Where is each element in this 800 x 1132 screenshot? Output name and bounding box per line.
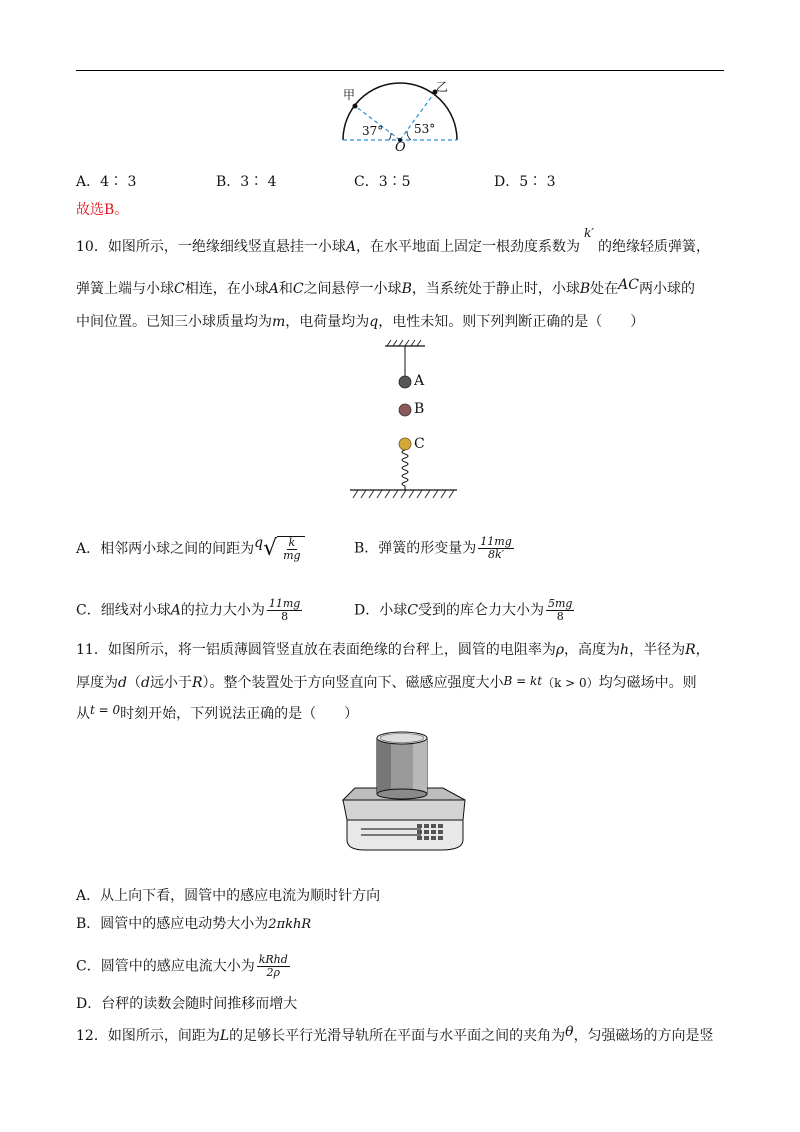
ball-a-label: A bbox=[414, 373, 425, 389]
angle-right-label: 53° bbox=[414, 122, 436, 136]
q11-line3: 从t = 0时刻开始，下列说法正确的是（ ） bbox=[76, 703, 359, 722]
header-rule bbox=[76, 70, 724, 71]
q11-option-c: C．圆管中的感应电流大小为 $\frac{\text{kRhd}}{2\rho}$ bbox=[76, 953, 288, 979]
spring-balls-figure bbox=[345, 338, 465, 500]
scale-cylinder-figure bbox=[325, 728, 475, 858]
label-yi: 乙 bbox=[436, 80, 449, 94]
q9-option-d: D．5∶ 3 bbox=[494, 174, 556, 190]
q11-option-b: B．圆管中的感应电动势大小为2πkhR bbox=[76, 916, 312, 932]
q9-option-b: B．3∶ 4 bbox=[216, 174, 277, 190]
q10-line1: 10．如图所示，一绝缘细线竖直悬挂一小球A，在水平地面上固定一根劲度系数为k′的绝缘轻质弹簧， bbox=[76, 226, 710, 255]
q11-option-a: A．从上向下看，圆管中的感应电流为顺时针方向 bbox=[76, 888, 381, 904]
q10-option-a: A．相邻两小球之间的间距为q √ $\frac{k}{mg}$ bbox=[76, 536, 305, 562]
q11-option-d: D．台秤的读数会随时间推移而增大 bbox=[76, 996, 298, 1012]
q12-line1: 12．如图所示，间距为L的足够长平行光滑导轨所在平面与水平面之间的夹角为θ，匀强磁场的方向是竖 bbox=[76, 1024, 714, 1044]
q9-option-c: C．3∶5 bbox=[354, 174, 411, 190]
q10-option-c: C．细线对小球A的拉力大小为 $\frac{11mg}{8}$ bbox=[76, 597, 301, 623]
label-o: O bbox=[395, 140, 406, 155]
q10-line2: 弹簧上端与小球C相连，在小球A和C之间悬停一小球B，当系统处于静止时，小球B处在AC两小球的 bbox=[76, 277, 695, 297]
q10-option-d: D．小球C受到的库仑力大小为 $\frac{5mg}{8}$ bbox=[354, 597, 573, 623]
label-jia: 甲 bbox=[343, 88, 356, 102]
q11-line1: 11．如图所示，将一铝质薄圆管竖直放在表面绝缘的台秤上，圆管的电阻率为ρ，高度为h，半径为R， bbox=[76, 642, 710, 658]
q9-option-a: A．4∶ 3 bbox=[76, 174, 137, 190]
ball-b-label: B bbox=[414, 401, 425, 417]
q10-line3: 中间位置。已知三小球质量均为m，电荷量均为q，电性未知。则下列判断正确的是（ ） bbox=[76, 314, 645, 330]
q11-line2: 厚度为d（d远小于R）。整个装置处于方向竖直向下、磁感应强度大小B = kt（k > 0）均匀磁场中。则 bbox=[76, 674, 697, 691]
ball-c-label: C bbox=[414, 436, 425, 452]
angle-left-label: 37° bbox=[362, 124, 384, 138]
q10-option-b: B．弹簧的形变量为 $\frac{11mg}{8k'}$ bbox=[354, 535, 512, 561]
q9-answer: 故选B。 bbox=[76, 202, 129, 218]
